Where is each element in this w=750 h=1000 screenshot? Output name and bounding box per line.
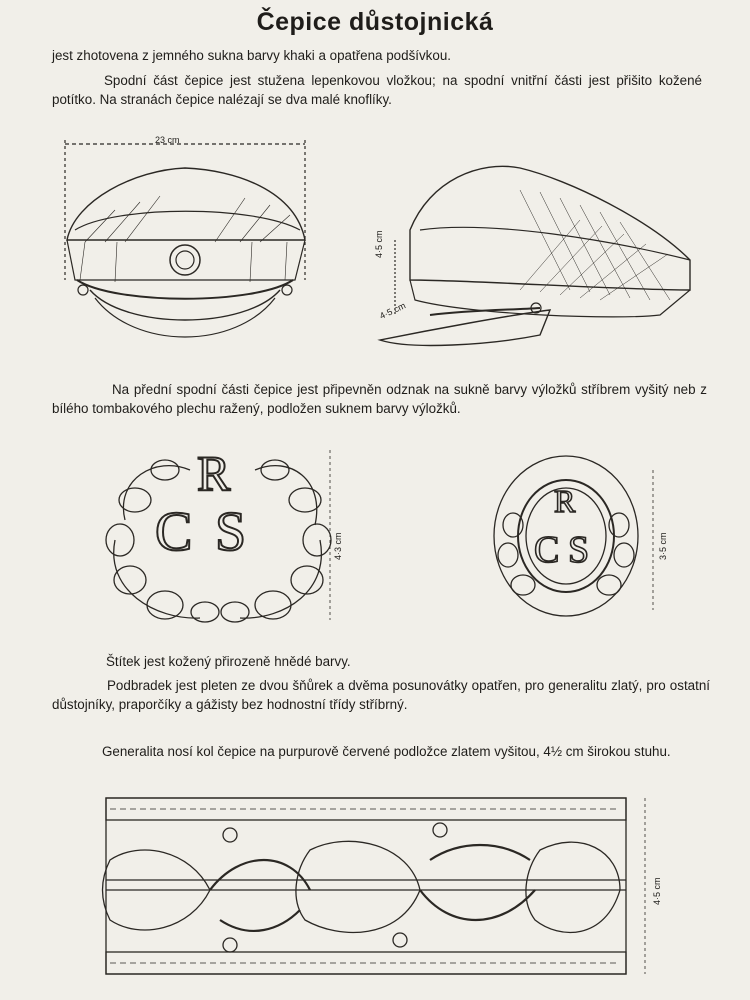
dimension-label-wreath: 4·3 cm	[333, 532, 343, 560]
paragraph-chinstrap: Podbradek jest pleten ze dvou šňůrek a dvěma posunovátky opatřen, pro generalitu zlatý, pro ostatní důstojníky, praporčíky a gážisty bez hodnostní třídy stříbrný.	[52, 678, 710, 712]
dimension-label-cap-height: 4·5 cm	[374, 230, 384, 258]
page-title: Čepice důstojnická	[256, 8, 494, 36]
paragraph-visor: Štítek jest kožený přirozeně hnědé barvy.	[106, 654, 351, 669]
dimension-label-cap-width: 23 cm	[155, 135, 180, 145]
badge-oval-letter-s: S	[568, 529, 590, 571]
badge-oval-letter-c: C	[534, 529, 560, 571]
badge-oval-letter-r: R	[554, 483, 576, 519]
badge-oval-illustration	[488, 450, 668, 625]
paragraph-badge: Na přední spodní části čepice jest připevněn odznak na sukně barvy výložků stříbrem vyšitý neb z bílého tombakového plechu ražený, podložen suknem barvy výložků.	[52, 382, 707, 416]
paragraph-material: jest zhotovena z jemného sukna barvy khaki a opatřena podšívkou.	[52, 48, 451, 63]
badge-wreath-illustration	[95, 440, 345, 630]
dimension-label-ribbon: 4·5 cm	[652, 877, 662, 905]
dimension-label-visor: 4·5 cm	[378, 300, 408, 322]
badge-letter-c: C	[155, 501, 193, 563]
paragraph-ribbon: Generalita nosí kol čepice na purpurově červené podložce zlatem vyšitou, 4½ cm širokou stuhu.	[102, 744, 671, 759]
ribbon-illustration	[100, 790, 660, 980]
cap-front-illustration	[55, 130, 315, 360]
badge-letter-s: S	[215, 501, 247, 563]
dimension-label-oval: 3·5 cm	[658, 532, 668, 560]
badge-letter-r: R	[197, 445, 231, 501]
cap-side-illustration	[370, 150, 700, 360]
paragraph-lining: Spodní část čepice jest stužena lepenkovou vložkou; na spodní vnitřní části jest přišito kožené potítko. Na stranách čepice nalézají se dva malé knoflíky.	[52, 73, 702, 107]
